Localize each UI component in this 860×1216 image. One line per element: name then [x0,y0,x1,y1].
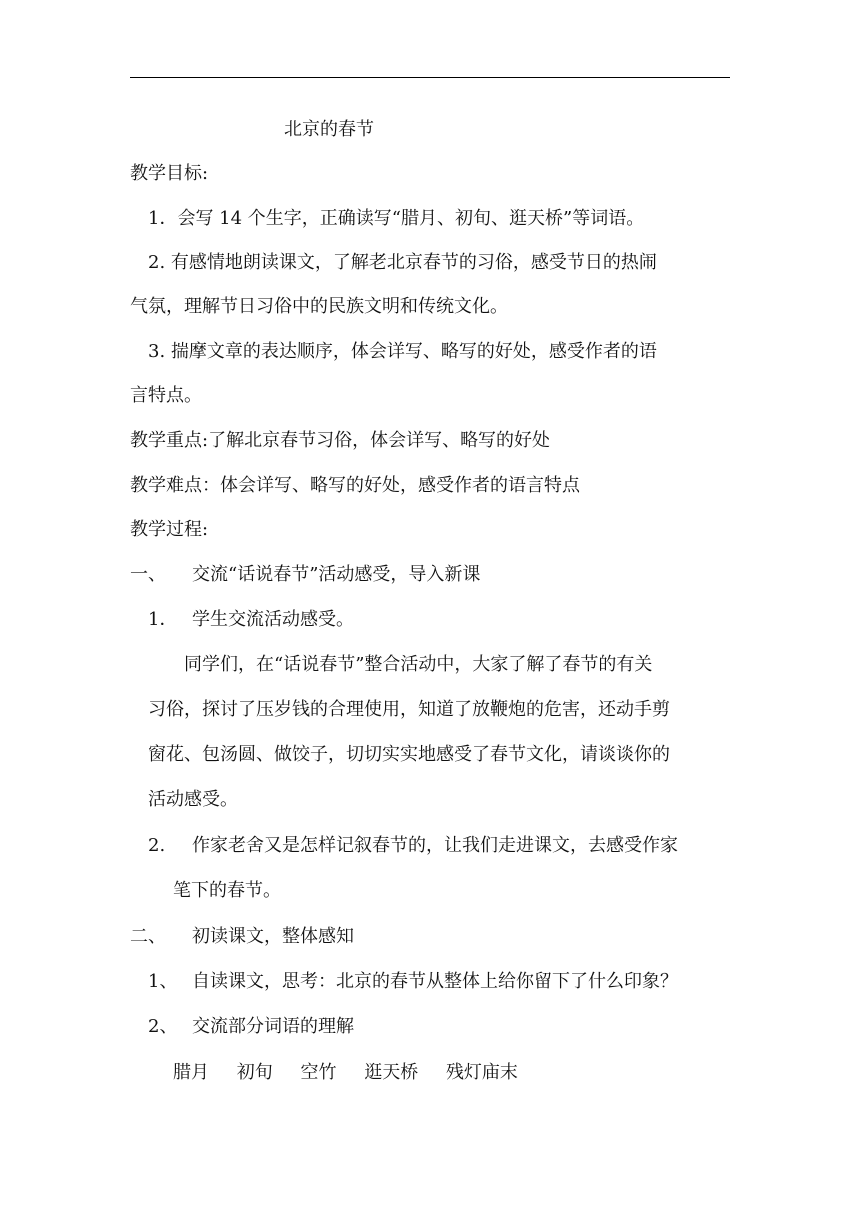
vocabulary-word: 空竹 [300,1062,337,1083]
process-heading: 教学过程: [130,519,209,540]
section-2-item-2-number: 2、 [148,1016,178,1037]
section-1-item-1-number: 1． [148,609,178,630]
section-2-item-1-number: 1、 [148,971,178,992]
section-1-paragraph-line-3: 窗花、包汤圆、做饺子，切切实实地感受了春节文化，请谈谈你的 [148,744,670,765]
section-2-number: 二、 [130,926,166,947]
section-1-title: 交流“话说春节”活动感受，导入新课 [192,564,481,585]
section-1-item-2-number: 2. [148,835,166,856]
objective-line-2: 2. 有感情地朗读课文，了解老北京春节的习俗，感受节日的热闹 [148,252,657,273]
vocabulary-word: 初旬 [236,1062,273,1083]
objective-line-3: 气氛，理解节日习俗中的民族文明和传统文化。 [130,296,508,317]
objective-line-1: 1．会写 14 个生字，正确读写“腊月、初旬、逛天桥”等词语。 [148,208,645,229]
difficulty: 教学难点：体会详写、略写的好处，感受作者的语言特点 [130,475,580,496]
key-point: 教学重点:了解北京春节习俗，体会详写、略写的好处 [130,430,551,451]
document-title: 北京的春节 [284,119,374,140]
vocabulary-word: 腊月 [173,1062,209,1083]
objective-line-5: 言特点。 [130,385,202,406]
section-2-item-1: 自读课文，思考：北京的春节从整体上给你留下了什么印象？ [192,971,678,992]
section-2-title: 初读课文，整体感知 [192,926,354,947]
section-1-paragraph-line-4: 活动感受。 [148,789,238,810]
header-rule [130,77,730,78]
section-1-item-2-line-2: 笔下的春节。 [173,880,281,901]
objectives-heading: 教学目标: [130,163,209,184]
objective-line-4: 3. 揣摩文章的表达顺序，体会详写、略写的好处，感受作者的语 [148,341,657,362]
section-1-number: 一、 [130,564,166,585]
section-1-paragraph-line-1: 同学们，在“话说春节”整合活动中，大家了解了春节的有关 [184,654,653,675]
vocabulary-words [173,1061,540,1085]
vocabulary-word: 残灯庙末 [445,1062,518,1083]
section-2-item-2: 交流部分词语的理解 [192,1016,354,1037]
section-1-item-1: 学生交流活动感受。 [192,609,354,630]
section-1-paragraph-line-2: 习俗，探讨了压岁钱的合理使用，知道了放鞭炮的危害，还动手剪 [148,699,670,720]
vocabulary-word: 逛天桥 [364,1062,419,1083]
section-1-item-2-line-1: 作家老舍又是怎样记叙春节的，让我们走进课文，去感受作家 [192,835,678,856]
